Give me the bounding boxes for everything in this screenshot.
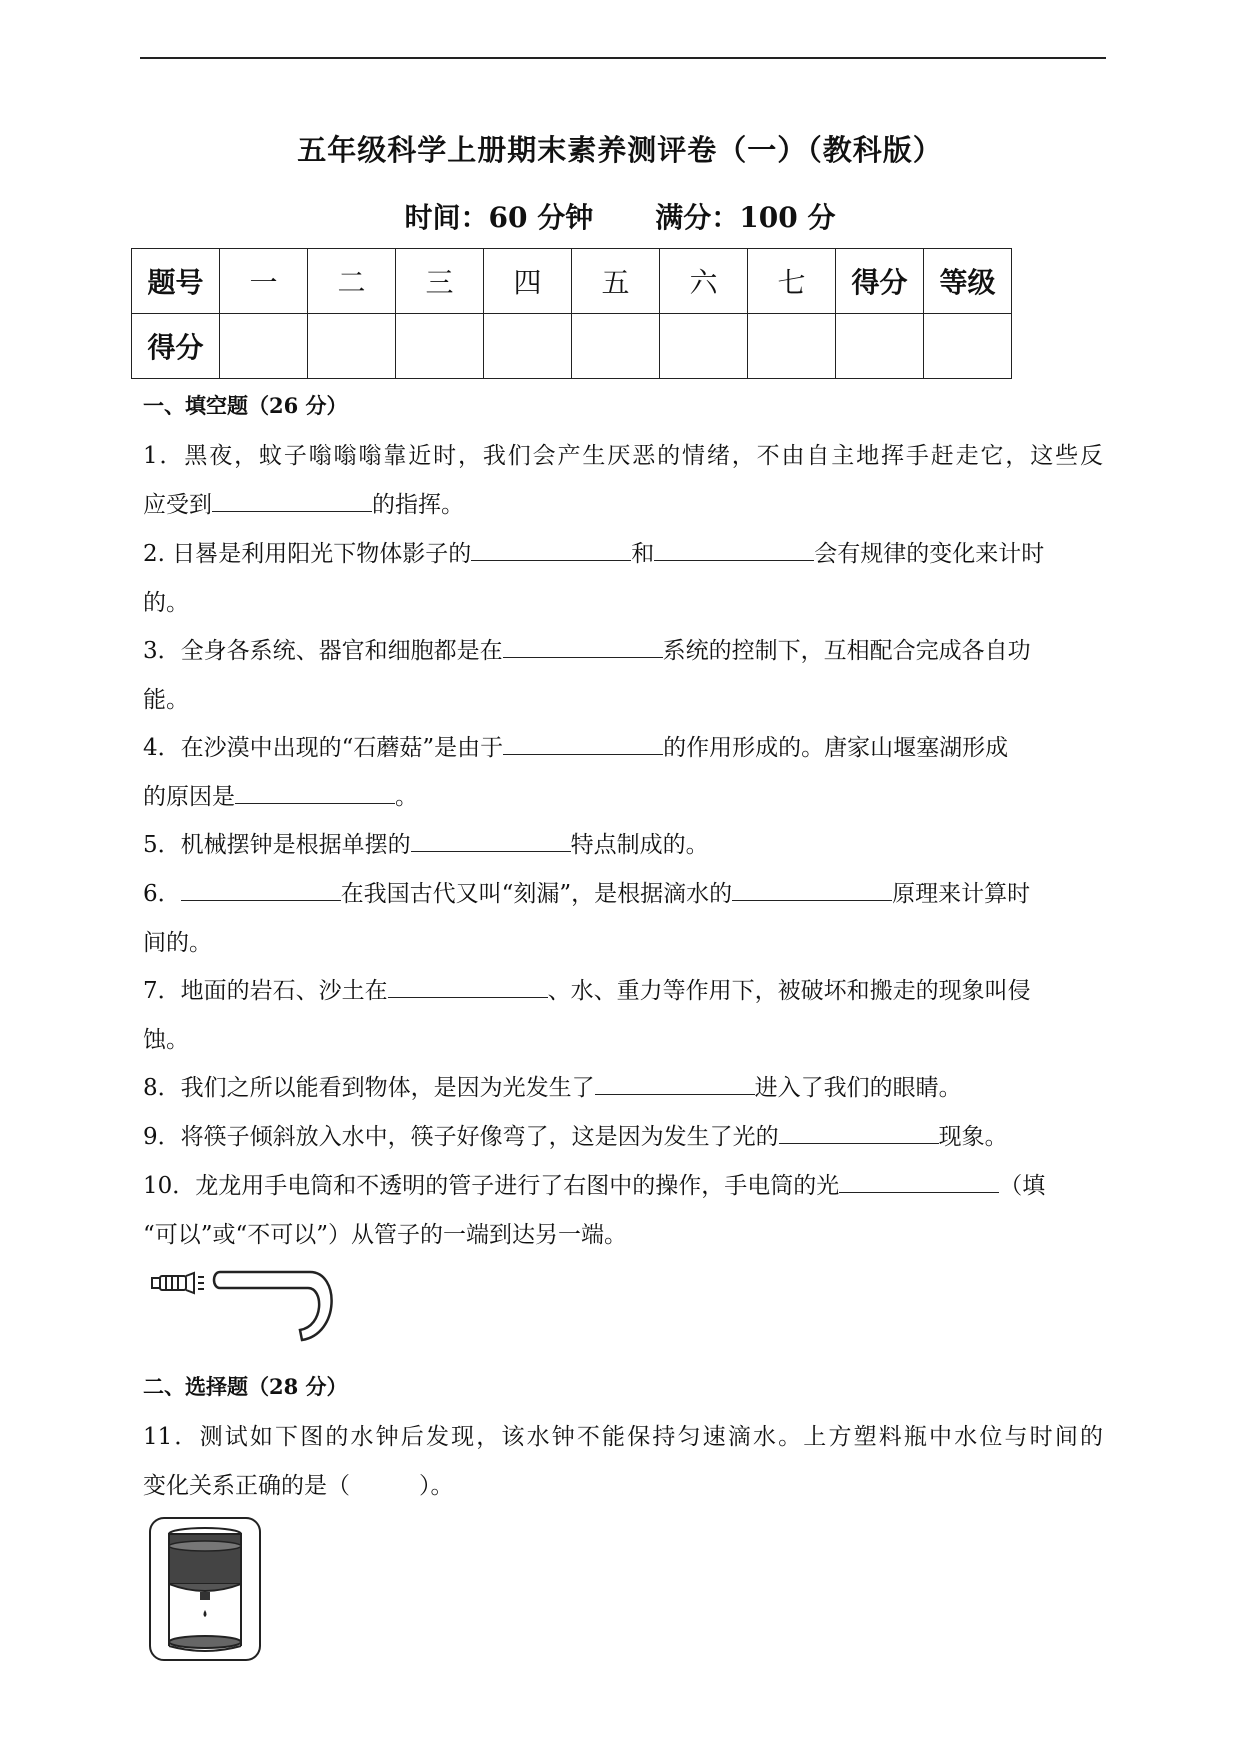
row-label-cell: 得分 (132, 314, 220, 379)
answer-blank[interactable] (503, 753, 663, 755)
header-cell: 六 (660, 249, 748, 314)
question-9: 9．将筷子倾斜放入水中，筷子好像弯了，这是因为发生了光的 现象。 (143, 1124, 1008, 1150)
score-cell[interactable] (660, 314, 748, 379)
score-cell[interactable] (396, 314, 484, 379)
header-cell: 得分 (836, 249, 924, 314)
answer-blank[interactable] (212, 510, 372, 512)
score-cell[interactable] (748, 314, 836, 379)
section-heading-multiple-choice: 二、选择题（28 分） (143, 1374, 348, 1399)
answer-blank[interactable] (503, 656, 663, 658)
header-cell: 题号 (132, 249, 220, 314)
light-rays-icon (198, 1277, 204, 1289)
answer-blank[interactable] (235, 802, 395, 804)
page-title: 五年级科学上册期末素养测评卷（一）（教科版） (297, 133, 943, 167)
answer-blank[interactable] (839, 1191, 999, 1193)
answer-blank[interactable] (732, 899, 892, 901)
score-cell[interactable] (220, 314, 308, 379)
header-cell: 等级 (924, 249, 1012, 314)
answer-blank[interactable] (181, 899, 341, 901)
header-cell: 二 (308, 249, 396, 314)
exam-info (0, 196, 1240, 236)
question-11: 11．测试如下图的水钟后发现，该水钟不能保持匀速滴水。上方塑料瓶中水位与时间的 变化关系正确的是（ ）。 (143, 1424, 1103, 1499)
answer-blank[interactable] (779, 1142, 939, 1144)
score-cell[interactable] (836, 314, 924, 379)
header-cell: 四 (484, 249, 572, 314)
header-cell: 三 (396, 249, 484, 314)
question-3: 3．全身各系统、器官和细胞都是在 系统的控制下，互相配合完成各自功 能。 (143, 638, 1031, 713)
question-7: 7．地面的岩石、沙土在 、水、重力等作用下，被破坏和搬走的现象叫侵 蚀。 (143, 978, 1031, 1053)
score-table (131, 248, 1012, 379)
question-6: 6． 在我国古代又叫“刻漏”，是根据滴水的 原理来计算时 间的。 (143, 881, 1031, 956)
question-2: 2. 日晷是利用阳光下物体影子的 和 会有规律的变化来计时 的。 (143, 541, 1045, 616)
answer-blank[interactable] (388, 996, 548, 998)
score-table-header-row (132, 249, 1012, 314)
question-4: 4．在沙漠中出现的“石蘑菇”是由于 的作用形成的。唐家山堰塞湖形成 的原因是 。 (143, 735, 1009, 810)
water-clock-icon (169, 1528, 241, 1651)
bent-tube-icon (214, 1272, 332, 1340)
score-cell[interactable] (484, 314, 572, 379)
section-heading-fill-in: 一、填空题（26 分） (143, 393, 348, 418)
score-table-score-row (132, 314, 1012, 379)
question-1: 1．黑夜，蚊子嗡嗡嗡靠近时，我们会产生厌恶的情绪，不由自主地挥手赶走它，这些反 应受到 的指挥。 (143, 443, 1103, 518)
question-10: 10．龙龙用手电筒和不透明的管子进行了右图中的操作，手电筒的光 （填 “可以”或“不可以”）从管子的一端到达另一端。 (143, 1173, 1046, 1248)
flashlight-icon (152, 1273, 194, 1293)
score-cell[interactable] (572, 314, 660, 379)
water-clock-figure (148, 1516, 264, 1664)
flashlight-tube-figure (150, 1268, 350, 1348)
header-cell: 七 (748, 249, 836, 314)
score-cell[interactable] (308, 314, 396, 379)
question-5: 5．机械摆钟是根据单摆的 特点制成的。 (143, 832, 709, 858)
top-rule (140, 57, 1106, 59)
time-label: 时间：60 分钟 (404, 201, 594, 234)
answer-blank[interactable] (595, 1093, 755, 1095)
answer-blank[interactable] (411, 850, 571, 852)
full-score-label: 满分：100 分 (655, 201, 836, 234)
answer-blank[interactable] (471, 559, 631, 561)
answer-blank[interactable] (654, 559, 814, 561)
header-cell: 五 (572, 249, 660, 314)
score-cell[interactable] (924, 314, 1012, 379)
question-8: 8．我们之所以能看到物体，是因为光发生了 进入了我们的眼睛。 (143, 1075, 962, 1101)
header-cell: 一 (220, 249, 308, 314)
